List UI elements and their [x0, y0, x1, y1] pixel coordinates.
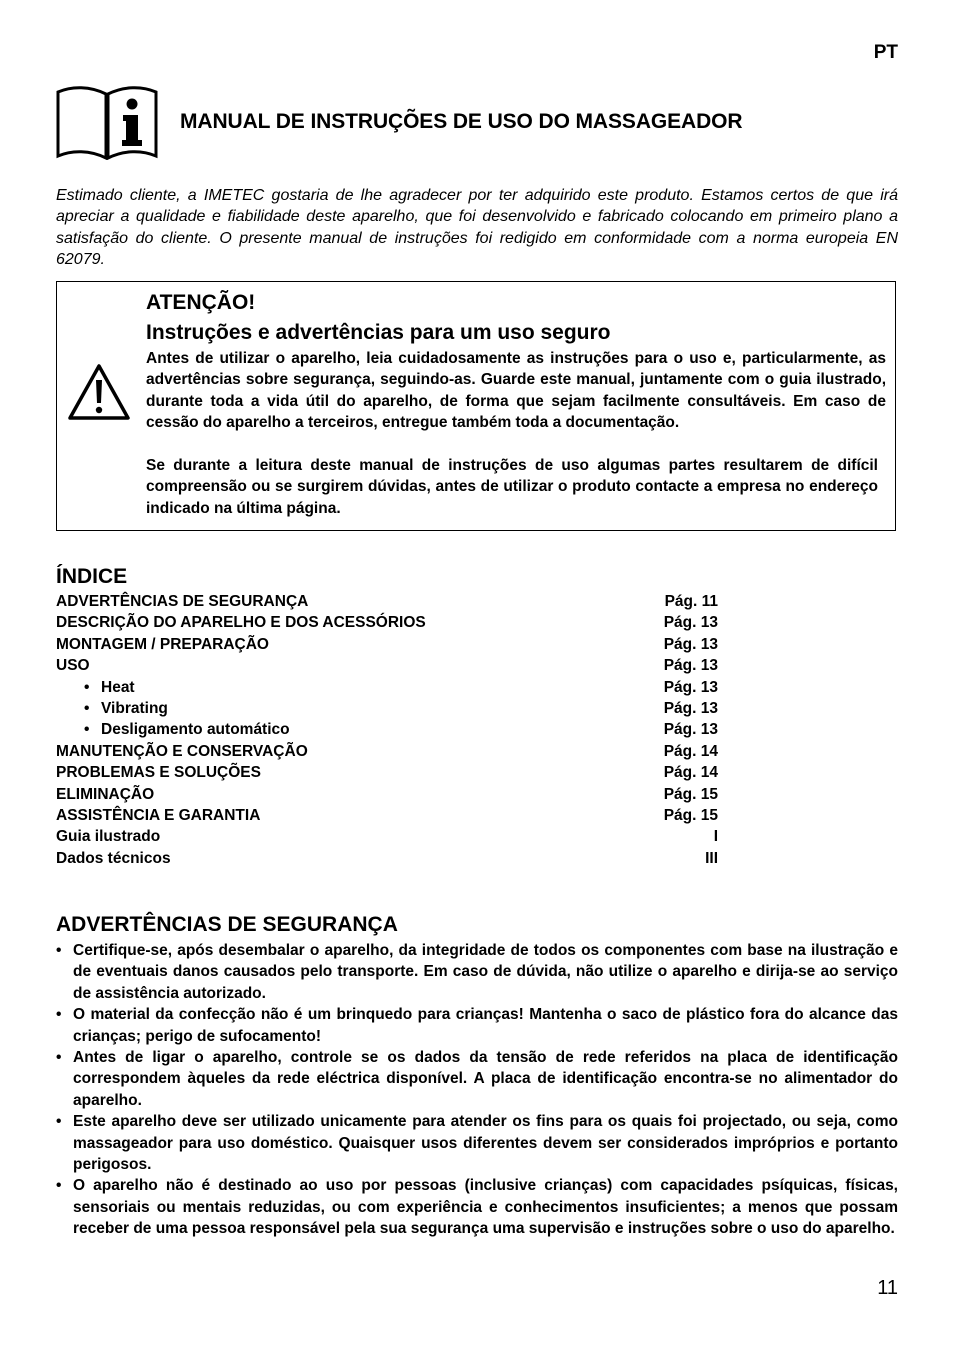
index-list [56, 591, 718, 869]
warning-triangle-icon [67, 363, 131, 421]
toc-page: I [713, 828, 718, 846]
toc-page: Pág. 13 [663, 614, 718, 632]
toc-label: ASSISTÊNCIA E GARANTIA [56, 806, 261, 824]
toc-row [56, 698, 718, 719]
toc-row [56, 719, 718, 740]
warning-paragraph-1: Antes de utilizar o aparelho, leia cuidadosamente as instruções para o uso e, particularmente, as advertências sobre segurança, seguindo-as. Guarde este manual, juntamente com o guia ilustrado, durante toda a vida útil do aparelho, de forma que sejam facilmente consultáveis. Em caso de cessão do aparelho a terceiros, entregue também toda a documentação. [146, 350, 886, 431]
toc-row [56, 784, 718, 805]
toc-row [56, 741, 718, 762]
toc-page: Pág. 15 [663, 785, 718, 803]
toc-row [56, 634, 718, 655]
toc-label: • Desligamento automático [56, 719, 290, 740]
safety-list [56, 940, 898, 1240]
intro-paragraph: Estimado cliente, a IMETEC gostaria de lhe agradecer por ter adquirido este produto. Estamos certos de que irá apreciar a qualidade e fiabilidade deste aparelho, que foi desenvolvido e fabricado colocando em primeiro plano a satisfação do cliente. O presente manual de instruções foi redigido em conformidade com a norma europeia EN 62079. [56, 187, 898, 268]
toc-page: Pág. 15 [663, 806, 718, 824]
warning-paragraph-2: Se durante a leitura deste manual de instruções de uso algumas partes resultarem de difícil compreensão ou se surgirem dúvidas, antes de utilizar o produto contacte a empresa no endereço indicado na última página. [146, 457, 878, 517]
toc-label: Guia ilustrado [56, 828, 161, 846]
manual-info-icon [56, 84, 158, 160]
list-item: • O material da confecção não é um brinquedo para crianças! Mantenha o saco de plástico fora do alcance das crianças; perigo de sufocamento! [56, 1004, 898, 1047]
toc-label: ELIMINAÇÃO [56, 785, 155, 803]
toc-page: III [705, 849, 718, 867]
list-item: • Certifique-se, após desembalar o aparelho, da integridade de todos os componentes com base na ilustração e de eventuais danos causados pelo transporte. Em caso de dúvida, não utilize o aparelho e dirija-se ao serviço de assistência autorizado. [56, 940, 898, 1004]
toc-row [56, 612, 718, 633]
index-heading: ÍNDICE [56, 565, 128, 588]
toc-page: Pág. 14 [663, 742, 718, 760]
toc-page: Pág. 13 [663, 657, 718, 675]
toc-label: MANUTENÇÃO E CONSERVAÇÃO [56, 742, 308, 760]
toc-label: Dados técnicos [56, 849, 171, 867]
warning-subheading: Instruções e advertências para um uso seguro [146, 321, 611, 344]
toc-label: • Vibrating [56, 698, 168, 719]
list-item: • O aparelho não é destinado ao uso por pessoas (inclusive crianças) com capacidades psíquicas, físicas, sensoriais ou mentais reduzidas, ou com experiência e conhecimentos insuficientes; a menos que possam receber de uma pessoa responsável pela sua segurança uma supervisão e instruções sobre o uso do aparelho. [56, 1175, 898, 1239]
toc-page: Pág. 14 [663, 764, 718, 782]
toc-label: • Heat [56, 677, 135, 698]
toc-page: Pág. 13 [663, 721, 718, 739]
toc-label: MONTAGEM / PREPARAÇÃO [56, 635, 269, 653]
toc-row [56, 655, 718, 676]
list-item: • Antes de ligar o aparelho, controle se os dados da tensão de rede referidos na placa de identificação correspondem àqueles da rede eléctrica disponível. A placa de identificação encontra-se no alimentador do aparelho. [56, 1047, 898, 1111]
warning-heading: ATENÇÃO! [146, 291, 256, 314]
toc-page: Pág. 13 [663, 635, 718, 653]
toc-label: DESCRIÇÃO DO APARELHO E DOS ACESSÓRIOS [56, 614, 426, 632]
toc-row [56, 762, 718, 783]
toc-page: Pág. 13 [663, 699, 718, 717]
list-item: • Este aparelho deve ser utilizado unicamente para atender os fins para os quais foi projectado, ou seja, como massageador para uso doméstico. Quaisquer usos diferentes devem ser considerados impróprios e portanto perigosos. [56, 1111, 898, 1175]
language-code: PT [873, 42, 898, 63]
page-number: 11 [877, 1277, 898, 1299]
toc-page: Pág. 13 [663, 678, 718, 696]
toc-row [56, 677, 718, 698]
toc-row [56, 805, 718, 826]
toc-page: Pág. 11 [664, 593, 718, 610]
toc-label: PROBLEMAS E SOLUÇÕES [56, 764, 261, 782]
toc-row [56, 591, 718, 612]
toc-label: ADVERTÊNCIAS DE SEGURANÇA [56, 593, 309, 610]
safety-heading: ADVERTÊNCIAS DE SEGURANÇA [56, 913, 398, 936]
toc-label: USO [56, 657, 90, 675]
toc-row [56, 848, 718, 869]
toc-row [56, 826, 718, 847]
page-title: MANUAL DE INSTRUÇÕES DE USO DO MASSAGEADOR [180, 110, 743, 133]
